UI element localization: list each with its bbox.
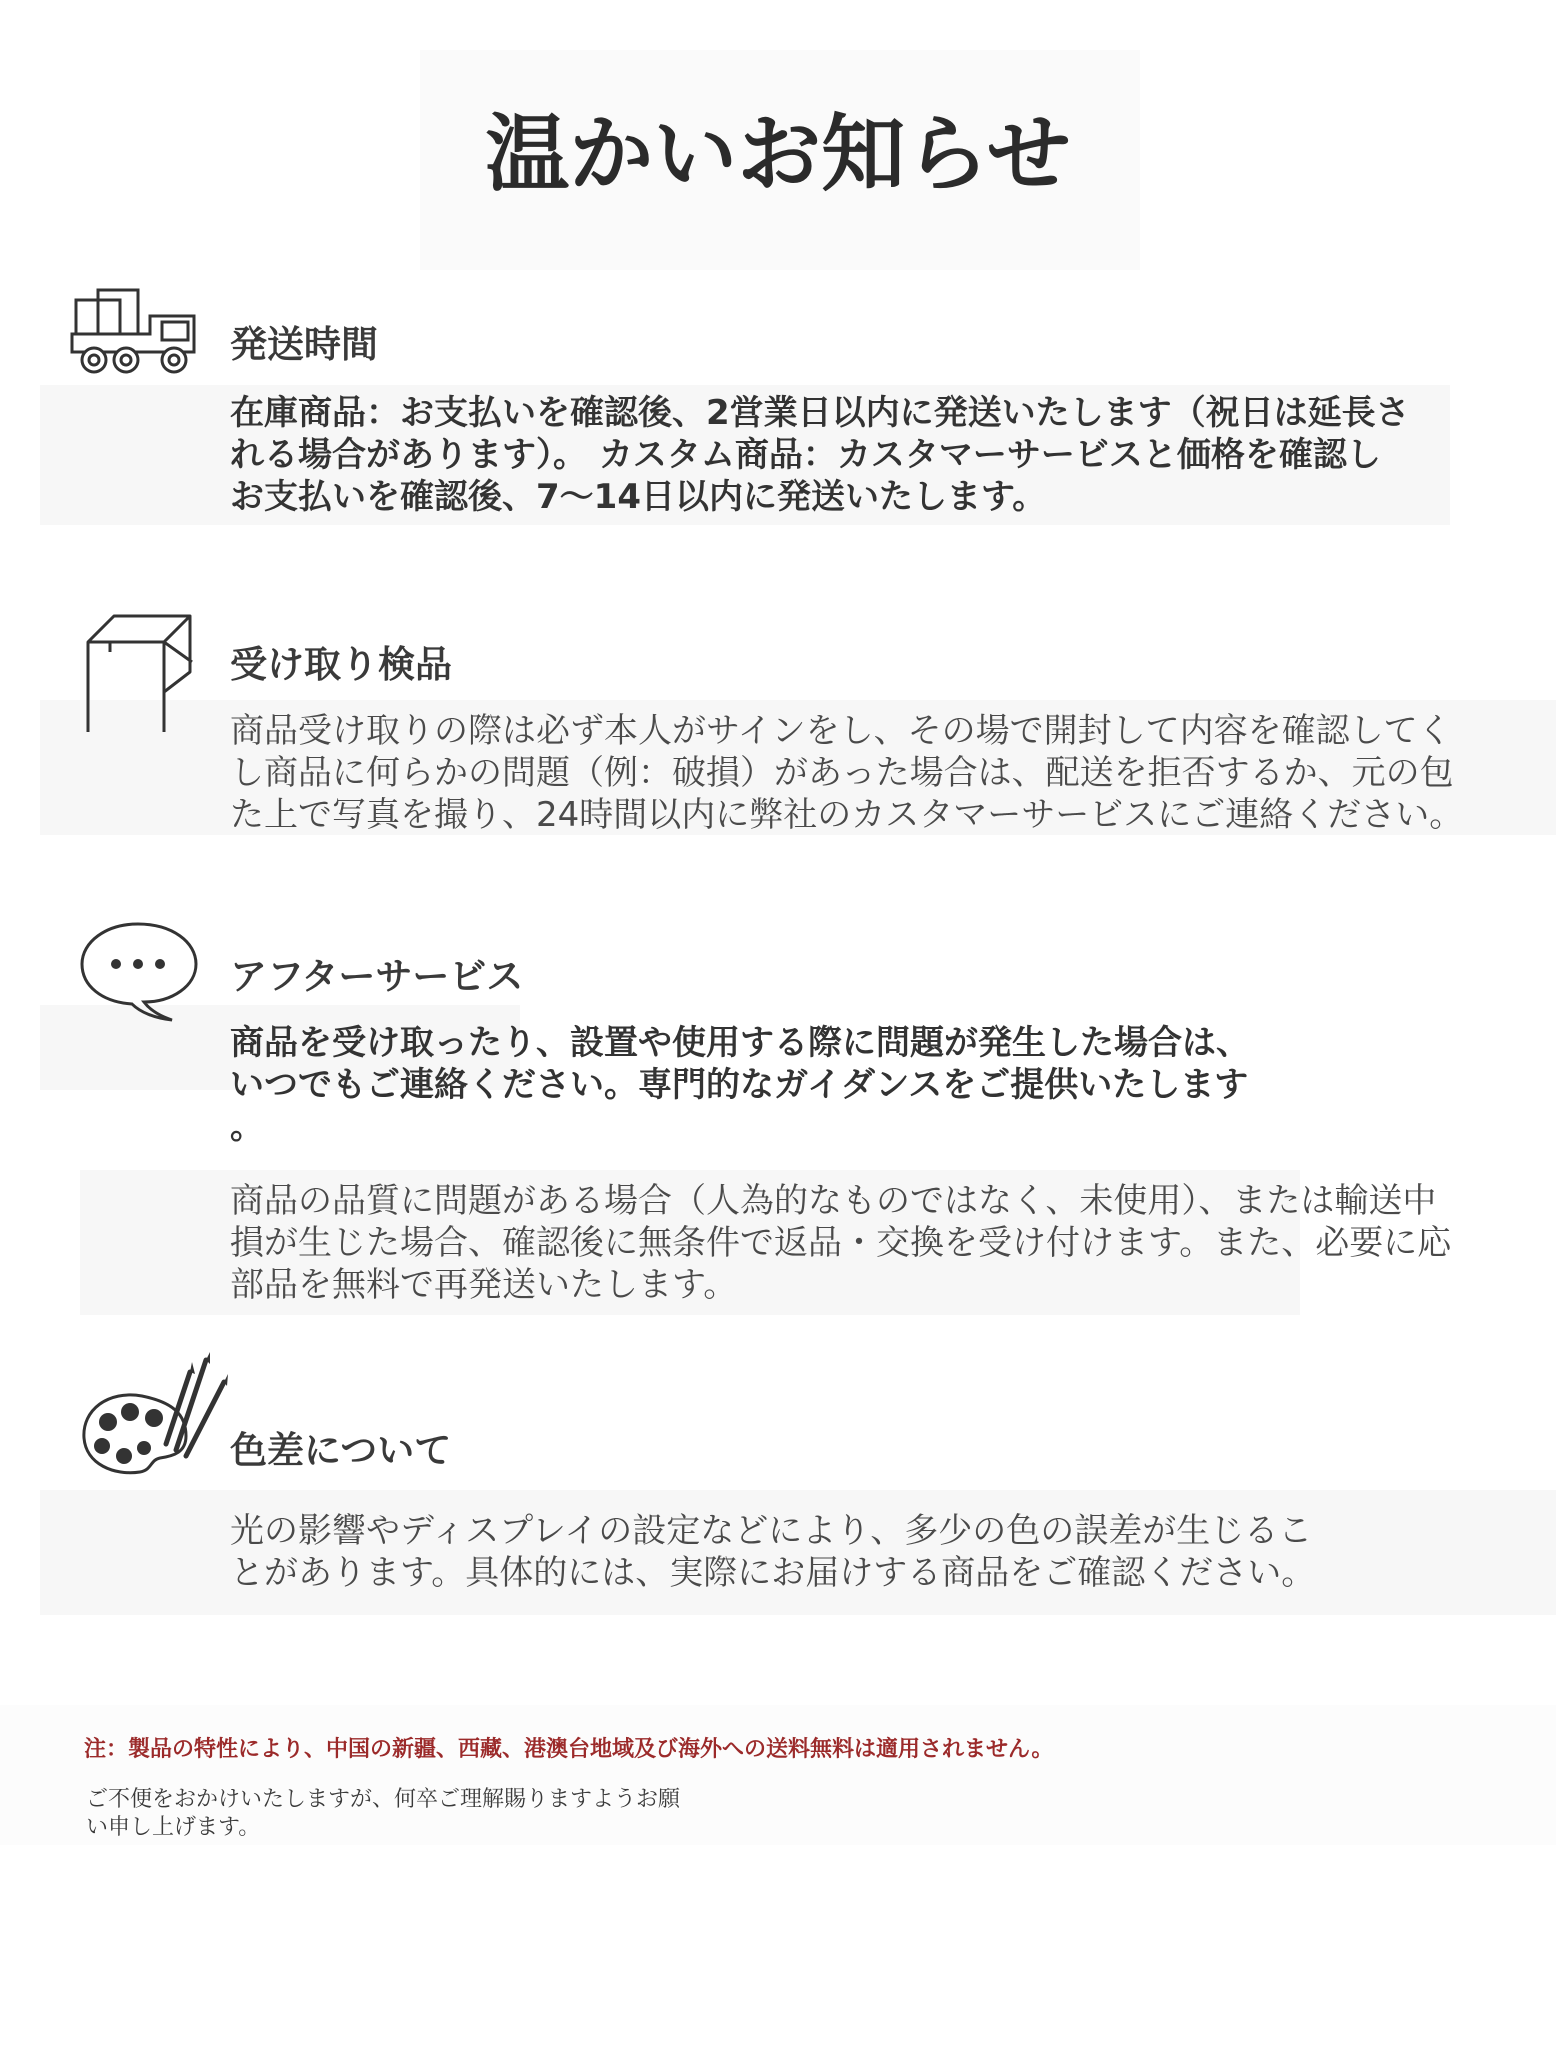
section-heading-shipping: 発送時間 <box>230 323 378 366</box>
text-line: 光の影響やディスプレイの設定などにより、多少の色の誤差が生じるこ <box>230 1511 1313 1551</box>
text-line: ご不便をおかけいたしますが、何卒ご理解賜りますようお願 <box>86 1787 681 1812</box>
text-line: 在庫商品：お支払いを確認後、2営業日以内に発送いたします（祝日は延長さ <box>230 393 1410 433</box>
text-line: し商品に何らかの問題（例：破損）があった場合は、配送を拒否するか、元の包 <box>230 753 1454 793</box>
shipping-text <box>230 392 1556 518</box>
text-line: た上で写真を撮り、24時間以内に弊社のカスタマーサービスにご連絡ください。 <box>230 795 1464 835</box>
section-heading-after-service: アフターサービス <box>230 955 524 998</box>
after-service-text <box>230 1022 1556 1148</box>
truck-icon <box>66 286 208 378</box>
text-line: 部品を無料で再発送いたします。 <box>230 1265 738 1305</box>
shipping-exclusion-note: 注：製品の特性により、中国の新疆、西藏、港澳台地域及び海外への送料無料は適用されません。 <box>84 1737 1054 1762</box>
text-line: 。 <box>230 1107 264 1147</box>
after-service-detail-text <box>230 1180 1556 1306</box>
text-line: れる場合があります）。 カスタム商品：カスタマーサービスと価格を確認し <box>230 435 1381 475</box>
box-icon <box>80 612 200 738</box>
text-line: お支払いを確認後、7〜14日以内に発送いたします。 <box>230 477 1047 517</box>
text-line: 損が生じた場合、確認後に無条件で返品・交換を受け付けます。また、必要に応 <box>230 1223 1452 1263</box>
inspection-text <box>230 710 1556 836</box>
chat-bubble-icon <box>78 918 202 1022</box>
section-heading-color: 色差について <box>230 1429 452 1472</box>
color-text <box>230 1510 1556 1594</box>
section-heading-inspection: 受け取り検品 <box>230 643 452 686</box>
text-line: いつでもご連絡ください。専門的なガイダンスをご提供いたします <box>230 1065 1249 1105</box>
text-line: とがあります。具体的には、実際にお届けする商品をご確認ください。 <box>230 1553 1316 1593</box>
text-line: 商品を受け取ったり、設置や使用する際に問題が発生した場合は、 <box>230 1023 1250 1063</box>
text-line: 商品の品質に問題がある場合（人為的なものではなく、未使用）、または輸送中 <box>230 1181 1437 1221</box>
text-line: い申し上げます。 <box>86 1815 261 1840</box>
apology-text <box>86 1786 680 1842</box>
page-title: 温かいお知らせ <box>485 105 1071 203</box>
palette-icon <box>78 1352 228 1492</box>
text-line: 商品受け取りの際は必ず本人がサインをし、その場で開封して内容を確認してく <box>230 711 1452 751</box>
